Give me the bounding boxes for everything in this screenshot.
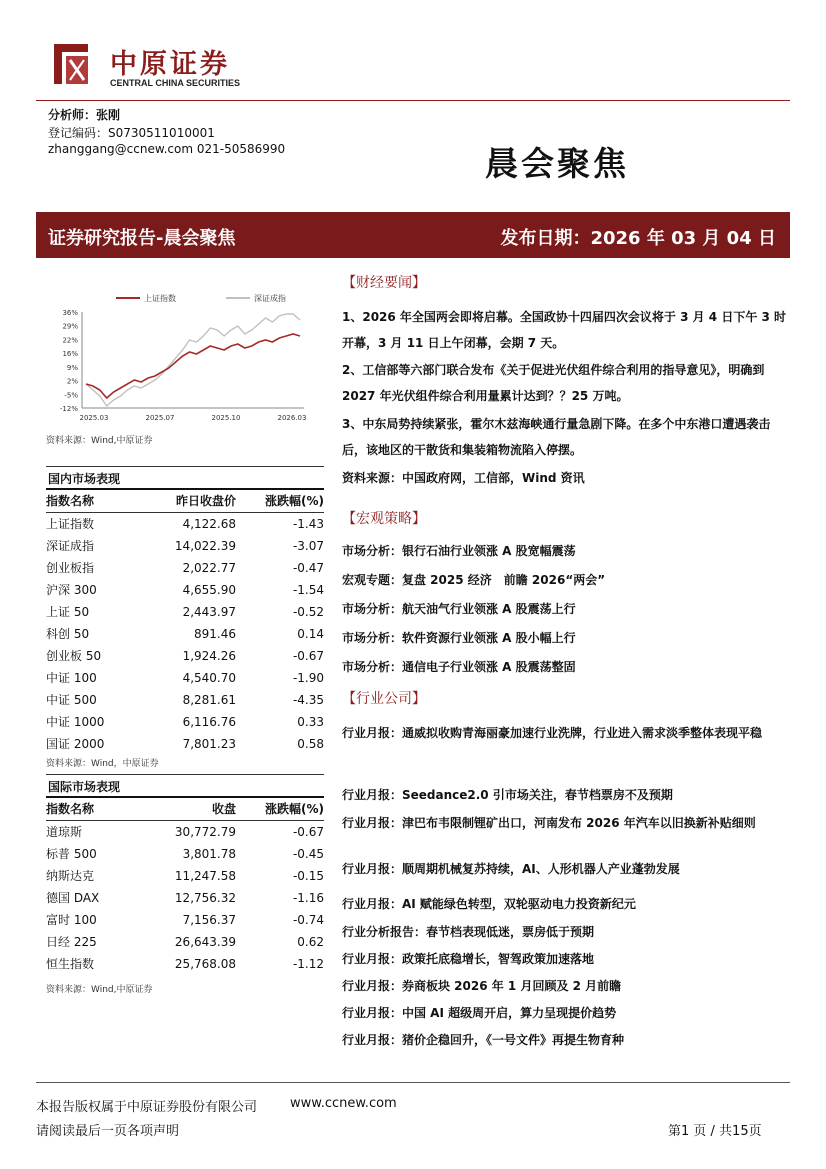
chart-x-tick-label: 2026.03 [277,414,307,422]
intl-table-title: 国际市场表现 [48,780,121,794]
table-header-row [46,798,324,821]
close-cell: 3,801.78 [182,847,236,861]
col-header-change: 涨跌幅(%) [236,798,324,821]
chart-y-tick-label: -5% [64,391,78,400]
index-name-cell: 中证 1000 [46,715,105,729]
brand-name-cn: 中原证券 [110,49,230,80]
close-cell: 12,756.32 [174,891,236,905]
index-name-cell: 中证 500 [46,693,97,707]
footer-website[interactable]: www.ccnew.com [290,1096,397,1111]
index-name-cell: 道琼斯 [46,825,83,839]
chart-legend-label: 深证成指 [254,294,286,303]
macro-report-link[interactable]: 市场分析：软件资源行业领涨 A 股小幅上行 [342,631,576,645]
chart-y-tick-label: 16% [62,350,78,359]
table-row [46,909,324,931]
close-cell: 4,540.70 [182,671,236,685]
chart-y-tick-label: 36% [62,309,78,317]
change-cell: 0.58 [297,737,324,751]
close-cell: 7,801.23 [182,737,236,751]
domestic-top-rule [46,466,324,467]
table-row [46,623,324,645]
close-cell: 1,924.26 [182,649,236,663]
close-cell: 8,281.61 [182,693,236,707]
industry-report-link[interactable]: 行业月报：中国 AI 超级周开启，算力呈现提价趋势 [342,1006,617,1020]
index-name-cell: 纳斯达克 [46,869,95,883]
table-row [46,711,324,733]
banner-report-type: 证券研究报告-晨会聚焦 [48,228,236,249]
industry-report-link[interactable]: 行业月报：顺周期机械复苏持续，AI、人形机器人产业蓬勃发展 [342,862,680,876]
change-cell: -1.16 [292,891,324,905]
industry-report-link[interactable]: 行业月报：券商板块 2026 年 1 月回顾及 2 月前瞻 [342,979,622,993]
col-header-close: 昨日收盘价 [146,490,236,513]
index-name-cell: 富时 100 [46,913,97,927]
banner-publish-date: 发布日期：2026 年 03 月 04 日 [500,228,776,249]
industry-report-link[interactable]: 行业月报：Seedance2.0 引市场关注，春节档票房不及预期 [342,788,673,802]
index-name-cell: 科创 50 [46,627,90,641]
index-name-cell: 中证 100 [46,671,97,685]
chart-x-tick-label: 2025.10 [211,414,241,422]
table-row [46,733,324,755]
international-market-table [46,798,324,975]
change-cell: -1.43 [292,517,324,531]
chart-series-line [86,334,300,398]
col-header-name: 指数名称 [46,490,146,513]
industry-report-link[interactable]: 行业月报：猪价企稳回升，《一号文件》再提生物育种 [342,1033,625,1047]
close-cell: 4,655.90 [182,583,236,597]
news-item-1: 1、2026 年全国两会即将启幕。全国政协十四届四次会议将于 3 月 4 日下午 3 时开幕，3 月 11 日上午闭幕，会期 7 天。 [342,310,787,350]
chart-legend-label: 上证指数 [144,294,176,303]
brand-name-en: CENTRAL CHINA SECURITIES [110,78,241,88]
chart-x-tick-label: 2025.07 [145,414,175,422]
table-row [46,953,324,975]
index-name-cell: 深证成指 [46,539,95,553]
close-cell: 4,122.68 [182,517,236,531]
table-row [46,887,324,909]
change-cell: -1.54 [292,583,324,597]
change-cell: 0.14 [297,627,324,641]
intl-top-rule [46,774,324,775]
close-cell: 2,022.77 [182,561,236,575]
chart-y-tick-label: 2% [66,377,78,386]
col-header-close: 收盘 [146,798,236,821]
logo-mark-icon [48,40,94,90]
change-cell: -3.07 [292,539,324,553]
index-name-cell: 创业板 50 [46,649,102,663]
col-header-name: 指数名称 [46,798,146,821]
chart-y-tick-label: 22% [62,336,78,345]
index-name-cell: 国证 2000 [46,737,105,751]
change-cell: 0.62 [297,935,324,949]
industry-report-link[interactable]: 行业分析报告：春节档表现低迷，票房低于预期 [342,925,595,939]
change-cell: -0.45 [292,847,324,861]
close-cell: 26,643.39 [174,935,236,949]
footer-disclaimer: 请阅读最后一页各项声明 [36,1124,180,1139]
close-cell: 7,156.37 [182,913,236,927]
close-cell: 30,772.79 [174,825,236,839]
domestic-market-table [46,490,324,755]
news-item-2: 2、工信部等六部门联合发布《关于促进光伏组件综合利用的指导意见》，明确到 2027 年光伏组件综合利用量累计达到？？25 万吨。 [342,363,765,403]
chart-y-tick-label: -12% [59,405,78,413]
change-cell: -0.52 [292,605,324,619]
domestic-table-title: 国内市场表现 [48,472,121,486]
header-divider [36,100,790,101]
change-cell: -0.15 [292,869,324,883]
close-cell: 14,022.39 [174,539,236,553]
industry-report-link[interactable]: 行业月报：政策托底稳增长，智驾政策加速落地 [342,952,595,966]
table-row [46,535,324,557]
section-heading-industry: 【行业公司】 [342,691,426,707]
table-row [46,689,324,711]
table-row [46,843,324,865]
close-cell: 25,768.08 [174,957,236,971]
index-name-cell: 日经 225 [46,935,97,949]
change-cell: 0.33 [297,715,324,729]
analyst-contact: zhanggang@ccnew.com 021-50586990 [48,142,286,156]
col-header-change: 涨跌幅(%) [236,490,324,513]
report-banner [36,212,790,258]
close-cell: 891.46 [194,627,236,641]
industry-report-link[interactable]: 行业月报：津巴布韦限制锂矿出口，河南发布 2026 年汽车以旧换新补贴细则 [342,816,756,830]
index-name-cell: 标普 500 [46,847,97,861]
chart-source: 资料来源：Wind,中原证券 [46,436,153,446]
index-name-cell: 恒生指数 [46,957,95,971]
close-cell: 6,116.76 [182,715,236,729]
table-row [46,513,324,536]
close-cell: 11,247.58 [174,869,236,883]
change-cell: -1.12 [292,957,324,971]
industry-report-link[interactable]: 行业月报：AI 赋能绿色转型，双轮驱动电力投资新纪元 [342,897,636,911]
index-name-cell: 德国 DAX [46,891,100,905]
table-row [46,865,324,887]
index-name-cell: 上证 50 [46,605,90,619]
close-cell: 2,443.97 [182,605,236,619]
footer-divider [36,1082,790,1083]
table-row [46,579,324,601]
chart-y-tick-label: 9% [66,363,78,372]
table-row [46,931,324,953]
section-heading-macro: 【宏观策略】 [342,511,426,527]
analyst-name: 分析师：张刚 [48,108,121,122]
table-row [46,557,324,579]
chart-series-line [86,314,300,406]
table-header-row [46,490,324,513]
domestic-source: 资料来源：Wind，中原证券 [46,759,159,769]
macro-report-link[interactable]: 市场分析：银行石油行业领涨 A 股宽幅震荡 [342,544,576,558]
change-cell: -0.67 [292,649,324,663]
change-cell: -1.90 [292,671,324,685]
chart-y-tick-label: 29% [62,322,78,331]
news-source: 资料来源：中国政府网，工信部，Wind 资讯 [342,471,585,485]
index-name-cell: 上证指数 [46,517,95,531]
footer-page-number: 第1 页 / 共15页 [668,1124,762,1139]
macro-report-link[interactable]: 市场分析：通信电子行业领涨 A 股震荡整固 [342,660,576,674]
change-cell: -0.47 [292,561,324,575]
macro-report-link[interactable]: 市场分析：航天油气行业领涨 A 股震荡上行 [342,602,576,616]
analyst-registration: 登记编码：S0730511010001 [48,126,215,140]
intl-source: 资料来源：Wind,中原证券 [46,985,153,995]
change-cell: -0.74 [292,913,324,927]
macro-report-link[interactable]: 宏观专题：复盘 2025 经济 前瞻 2026“两会” [342,573,606,587]
change-cell: -4.35 [292,693,324,707]
index-name-cell: 沪深 300 [46,583,97,597]
chart-x-tick-label: 2025.03 [79,414,109,422]
table-row [46,601,324,623]
page-title: 晨会聚焦 [485,144,629,183]
news-item-3: 3、中东局势持续紧张，霍尔木兹海峡通行量急剧下降。在多个中东港口遭遇袭击后，该地区的干散货和集装箱物流陷入停摆。 [342,417,771,457]
index-name-cell: 创业板指 [46,561,95,575]
section-heading-news: 【财经要闻】 [342,275,426,291]
change-cell: -0.67 [292,825,324,839]
table-row [46,667,324,689]
index-line-chart [46,286,314,426]
table-row [46,821,324,844]
footer-copyright: 本报告版权属于中原证券股份有限公司 [36,1100,258,1115]
table-row [46,645,324,667]
industry-report-link[interactable]: 行业月报：通威拟收购青海丽豪加速行业洗牌，行业进入需求淡季整体表现平稳 [342,726,763,740]
